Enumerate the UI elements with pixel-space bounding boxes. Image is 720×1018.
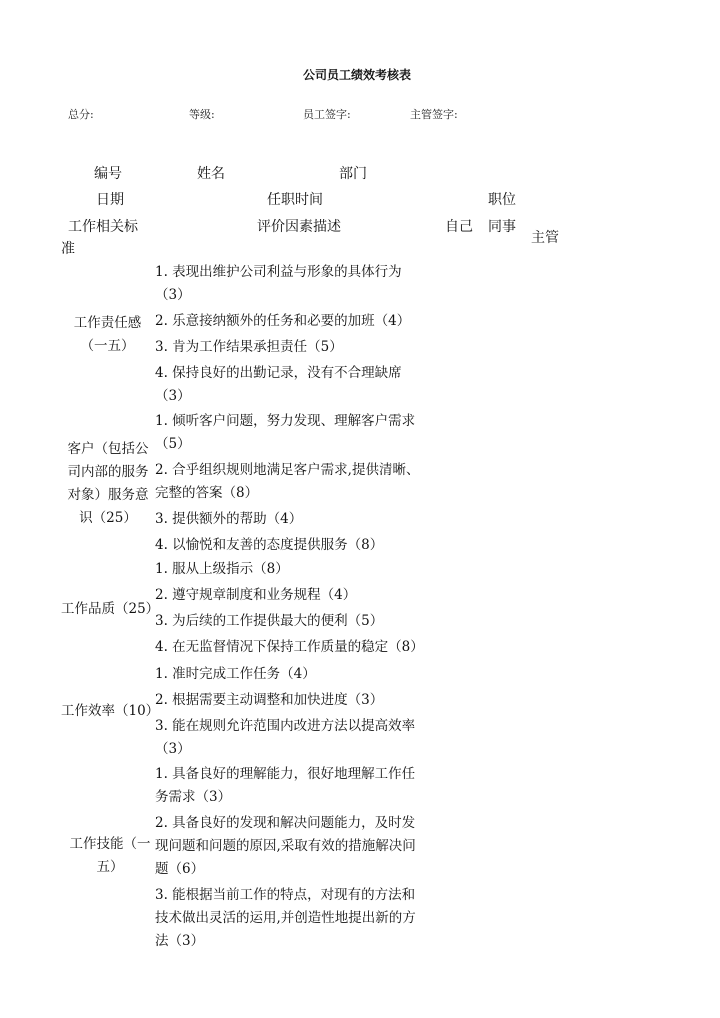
criterion-line: （3）	[155, 287, 191, 303]
criterion-line: 3. 能在规则允许范围内改进方法以提高效率	[155, 718, 416, 734]
grade-label: 等级:	[189, 108, 215, 121]
criterion-line: 法（3）	[155, 933, 205, 949]
header-department: 部门	[339, 166, 367, 182]
criterion-line: 4. 在无监督情况下保持工作质量的稳定（8）	[155, 639, 424, 655]
category-line: 五）	[96, 859, 124, 875]
criteria-list	[155, 558, 445, 659]
category-line: 工作技能（一	[69, 836, 151, 852]
employee-signature-label: 员工签字:	[303, 108, 351, 121]
criterion-line: 务需求（3）	[155, 789, 232, 805]
header-description: 评价因素描述	[257, 219, 341, 235]
criterion-line: 2. 遵守规章制度和业务规程（4）	[155, 587, 357, 603]
category-line: 司内部的服务	[67, 464, 149, 480]
criterion-line: （5）	[155, 436, 191, 452]
header-supervisor: 主管	[531, 230, 559, 246]
criterion-line: 3. 能根据当前工作的特点，对现有的方法和	[155, 887, 416, 903]
header-tenure: 任职时间	[267, 192, 323, 208]
category-customer-service	[60, 438, 156, 530]
criterion-line: 2. 根据需要主动调整和加快进度（3）	[155, 692, 384, 708]
criterion-line: 4. 以愉悦和友善的态度提供服务（8）	[155, 537, 384, 553]
header-peer: 同事	[488, 219, 516, 235]
category-responsibility	[60, 312, 155, 358]
header-id: 编号	[94, 166, 122, 182]
criterion-line: （3）	[155, 388, 191, 404]
criterion-line: 3. 提供额外的帮助（4）	[155, 511, 303, 527]
category-line: 客户（包括公	[67, 441, 149, 457]
criterion-line: 2. 乐意接纳额外的任务和必要的加班（4）	[155, 313, 411, 329]
criterion-line: 1. 具备良好的理解能力，很好地理解工作任	[155, 766, 416, 782]
category-line: （一五）	[80, 338, 135, 354]
category-line: 识（25）	[79, 510, 137, 526]
category-work-quality: 工作品质（25）	[61, 601, 160, 617]
page-title: 公司员工绩效考核表	[303, 68, 412, 82]
header-standard-cont: 准	[61, 241, 75, 257]
category-work-skills	[60, 833, 160, 879]
criteria-list	[155, 663, 445, 761]
header-name: 姓名	[197, 166, 225, 182]
criterion-line: 4. 保持良好的出勤记录，没有不合理缺席	[155, 365, 402, 381]
category-line: 工作责任感	[73, 315, 142, 331]
header-date: 日期	[96, 192, 124, 208]
criterion-line: 3. 为后续的工作提供最大的便利（5）	[155, 613, 384, 629]
criteria-list	[155, 763, 445, 953]
criterion-line: 3. 肯为工作结果承担责任（5）	[155, 339, 343, 355]
category-work-efficiency: 工作效率（10）	[61, 703, 160, 719]
criterion-line: 1. 服从上级指示（8）	[155, 561, 289, 577]
header-standard: 工作相关标	[68, 219, 138, 235]
criterion-line: 1. 表现出维护公司利益与形象的具体行为	[155, 264, 402, 280]
criteria-list	[155, 261, 445, 408]
criterion-line: 题（6）	[155, 861, 205, 877]
header-position: 职位	[488, 192, 516, 208]
criterion-line: 技术做出灵活的运用,并创造性地提出新的方	[155, 910, 416, 926]
criterion-line: （3）	[155, 741, 191, 757]
criterion-line: 完整的答案（8）	[155, 485, 259, 501]
criterion-line: 2. 具备良好的发现和解决问题能力，及时发	[155, 815, 416, 831]
header-self: 自己	[445, 219, 473, 235]
criterion-line: 1. 准时完成工作任务（4）	[155, 666, 316, 682]
criterion-line: 1. 倾听客户问题，努力发现、理解客户需求	[155, 413, 416, 429]
total-score-label: 总分:	[68, 108, 94, 121]
criteria-list	[155, 410, 445, 557]
criterion-line: 现问题和问题的原因,采取有效的措施解决问	[155, 838, 416, 854]
criterion-line: 2. 合乎组织规则地满足客户需求,提供清晰、	[155, 462, 420, 478]
category-line: 对象）服务意	[67, 487, 149, 503]
supervisor-signature-label: 主管签字:	[410, 108, 458, 121]
